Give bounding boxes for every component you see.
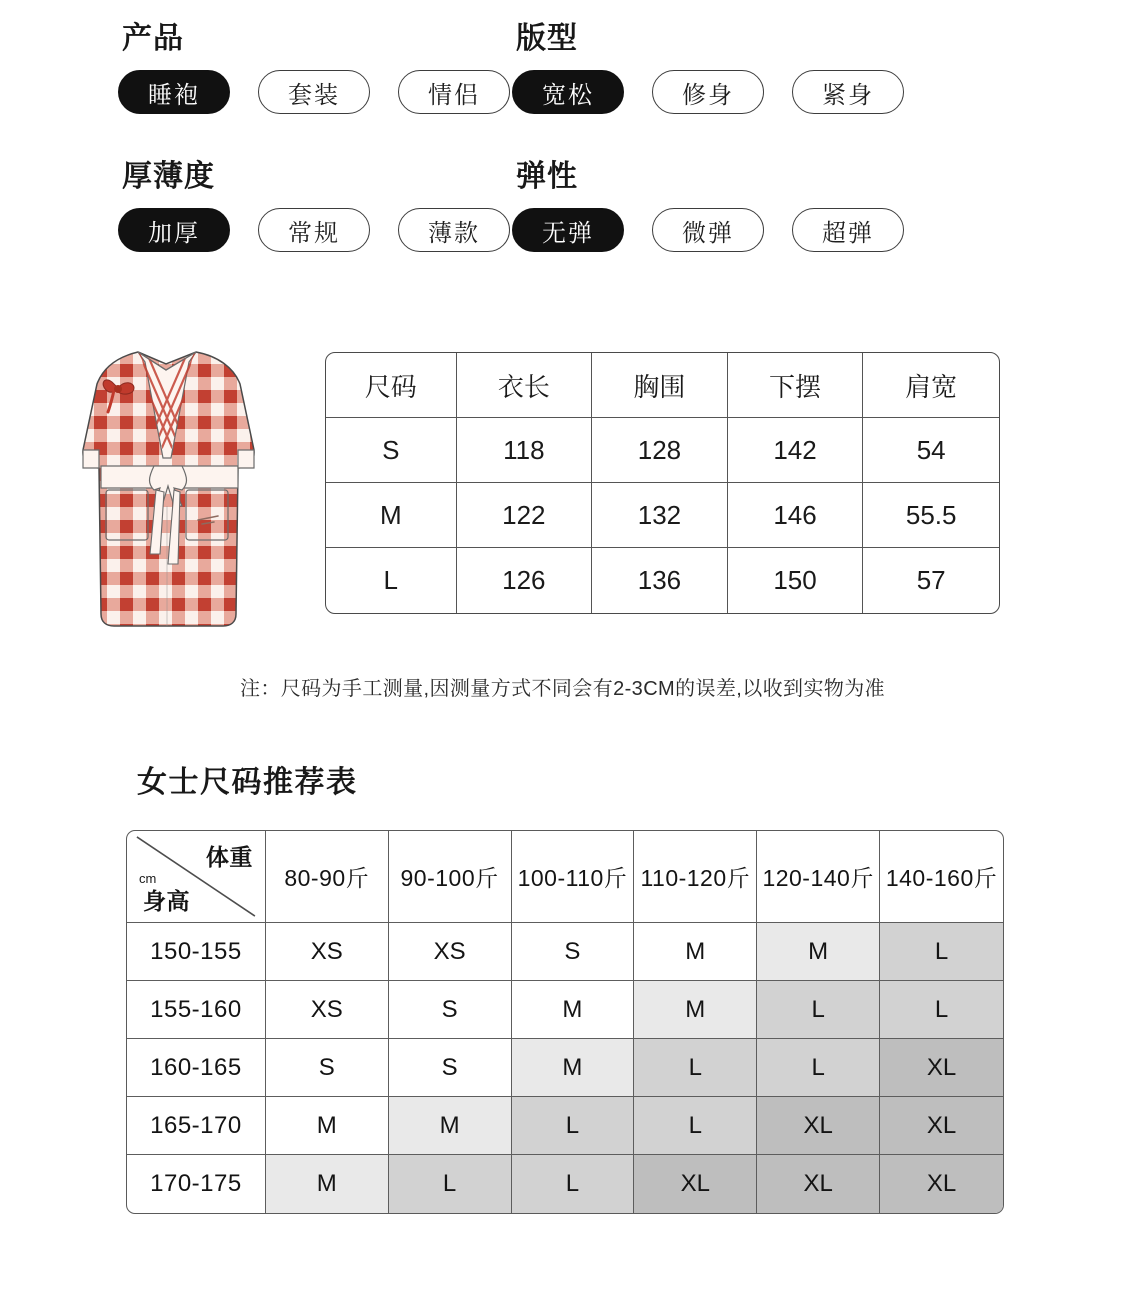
measurement-cell: 150: [728, 548, 864, 613]
measurement-table: [325, 352, 1000, 614]
weight-axis-label: 体重: [205, 844, 253, 870]
weight-header-cell: 80-90斤: [266, 831, 389, 923]
height-axis-label: 身高: [143, 888, 190, 914]
height-row-header: 155-160: [127, 981, 266, 1039]
size-cell: XL: [757, 1097, 880, 1155]
unit-label: cm: [139, 871, 157, 886]
size-cell: XS: [266, 981, 389, 1039]
product-illustration-bathrobe: [68, 338, 273, 633]
size-cell: XS: [389, 923, 512, 981]
size-cell: XL: [880, 1097, 1003, 1155]
axis-corner-cell: [127, 831, 266, 923]
height-row-header: 150-155: [127, 923, 266, 981]
size-cell: L: [757, 1039, 880, 1097]
pill-product-0[interactable]: 睡袍: [118, 70, 230, 114]
size-cell: L: [512, 1097, 635, 1155]
pill-elasticity-1[interactable]: 微弹: [652, 208, 764, 252]
pill-fit-0[interactable]: 宽松: [512, 70, 624, 114]
weight-header-cell: 120-140斤: [757, 831, 880, 923]
table-header-row: [127, 831, 1003, 923]
weight-header-cell: 90-100斤: [389, 831, 512, 923]
attribute-row-2: [0, 162, 1125, 252]
pill-thickness-1[interactable]: 常规: [258, 208, 370, 252]
measurement-header-cell: 下摆: [728, 353, 864, 418]
measurement-header-cell: 衣长: [457, 353, 593, 418]
measurement-header-cell: 肩宽: [863, 353, 999, 418]
table-row: [326, 418, 999, 483]
size-cell: S: [512, 923, 635, 981]
height-row-header: 170-175: [127, 1155, 266, 1213]
pill-list-product: [118, 70, 512, 114]
measurement-note: 注：尺码为手工测量,因测量方式不同会有2-3CM的误差,以收到实物为准: [239, 678, 886, 700]
measurement-header-cell: 胸围: [592, 353, 728, 418]
pill-list-thickness: [118, 208, 512, 252]
pill-list-elasticity: [512, 208, 1024, 252]
attribute-group-title: 版型: [516, 22, 578, 55]
attribute-group-title: 厚薄度: [122, 160, 215, 193]
table-row: [127, 1039, 1003, 1097]
table-row: [127, 1097, 1003, 1155]
table-row: [326, 483, 999, 548]
size-cell: XL: [880, 1155, 1003, 1213]
measurement-cell: M: [326, 483, 457, 548]
size-cell: L: [880, 981, 1003, 1039]
table-header-row: [326, 353, 999, 418]
size-cell: M: [389, 1097, 512, 1155]
measurement-cell: 57: [916, 565, 946, 595]
pill-product-1[interactable]: 套装: [258, 70, 370, 114]
measurement-cell: 142: [728, 418, 864, 483]
size-cell: L: [634, 1039, 757, 1097]
size-cell: M: [634, 981, 757, 1039]
size-cell: M: [266, 1097, 389, 1155]
table-row: [326, 548, 999, 613]
size-cell: M: [634, 923, 757, 981]
attribute-group-elasticity: [512, 162, 1024, 252]
pill-thickness-2[interactable]: 薄款: [398, 208, 510, 252]
size-cell: M: [266, 1155, 389, 1213]
weight-header-cell: 110-120斤: [634, 831, 757, 923]
size-cell: XL: [757, 1155, 880, 1213]
weight-header-cell: 140-160斤: [880, 831, 1003, 923]
measurement-cell: 132: [592, 483, 728, 548]
measurement-cell: S: [326, 418, 457, 483]
measurement-cell: 128: [592, 418, 728, 483]
pill-elasticity-2[interactable]: 超弹: [792, 208, 904, 252]
measurement-cell: 146: [728, 483, 864, 548]
measurement-header-cell: 尺码: [326, 353, 457, 418]
measurement-cell: 136: [592, 548, 728, 613]
attribute-selector-grid: [0, 0, 1125, 252]
pill-fit-1[interactable]: 修身: [652, 70, 764, 114]
pill-product-2[interactable]: 情侣: [398, 70, 510, 114]
attribute-group-title: 产品: [122, 22, 184, 55]
weight-header-cell: 100-110斤: [512, 831, 635, 923]
height-row-header: 165-170: [127, 1097, 266, 1155]
size-cell: XL: [880, 1039, 1003, 1097]
table-row: [127, 923, 1003, 981]
pill-list-fit: [512, 70, 1024, 114]
size-cell: L: [880, 923, 1003, 981]
recommend-table-title: 女士尺码推荐表: [137, 766, 358, 799]
pill-thickness-0[interactable]: 加厚: [118, 208, 230, 252]
size-cell: S: [389, 1039, 512, 1097]
size-cell: L: [634, 1097, 757, 1155]
size-cell: M: [512, 1039, 635, 1097]
measurement-cell: 54: [863, 418, 999, 483]
pill-fit-2[interactable]: 紧身: [792, 70, 904, 114]
measurement-cell: 118: [457, 418, 593, 483]
table-row: [127, 981, 1003, 1039]
size-cell: L: [389, 1155, 512, 1213]
size-cell: L: [757, 981, 880, 1039]
attribute-group-fit: [512, 24, 1024, 114]
size-cell: L: [512, 1155, 635, 1213]
pill-elasticity-0[interactable]: 无弹: [512, 208, 624, 252]
attribute-row-1: [0, 24, 1125, 114]
size-cell: M: [512, 981, 635, 1039]
size-cell: S: [266, 1039, 389, 1097]
size-recommendation-table: [126, 830, 1004, 1214]
measurement-cell: L: [326, 548, 457, 613]
size-cell: S: [389, 981, 512, 1039]
size-cell: M: [757, 923, 880, 981]
size-cell: XS: [266, 923, 389, 981]
size-cell: XL: [634, 1155, 757, 1213]
measurement-cell: 122: [457, 483, 593, 548]
attribute-group-title: 弹性: [516, 160, 578, 193]
height-row-header: 160-165: [127, 1039, 266, 1097]
measurement-cell: 55.5: [863, 483, 999, 548]
attribute-group-thickness: [0, 162, 512, 252]
attribute-group-product: [0, 24, 512, 114]
measurement-cell: 126: [457, 548, 593, 613]
table-row: [127, 1155, 1003, 1213]
